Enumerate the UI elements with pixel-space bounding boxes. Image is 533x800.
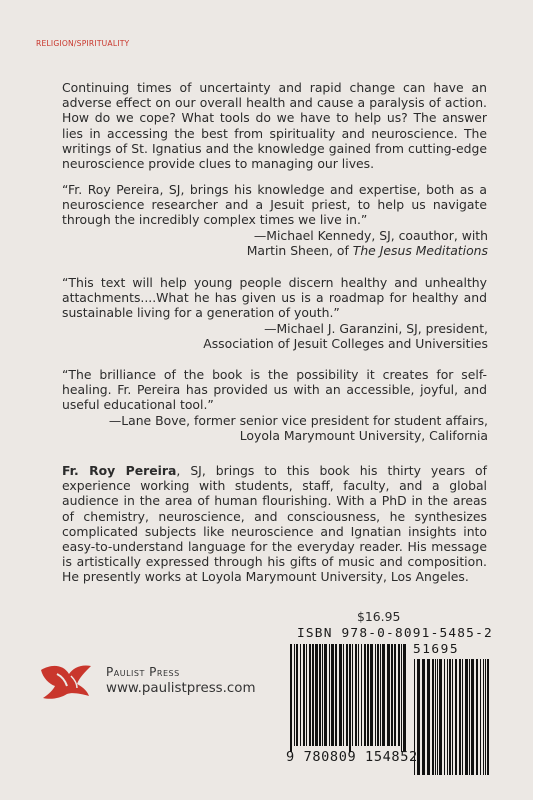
barcode-bar	[380, 644, 381, 746]
addon-bar	[432, 659, 434, 775]
barcode-bar	[401, 644, 402, 752]
barcode-bar	[315, 644, 318, 746]
barcode-bar	[391, 644, 393, 746]
barcode-bar	[335, 644, 337, 746]
barcode-bar	[306, 644, 307, 746]
barcode-bar	[355, 644, 357, 746]
category-label: RELIGION/SPIRITUALITY	[36, 39, 130, 48]
endorsement-quote-2: “This text will help young people discern healthy and unhealthy attachments....What he has given us is a roadmap for healthy and sustainable living for a generation of youth.”	[62, 275, 487, 321]
barcode-bar	[343, 644, 344, 746]
barcode-bar	[290, 644, 292, 752]
barcode-bar	[319, 644, 321, 746]
barcode-bar	[322, 644, 323, 746]
book-title-reference: The Jesus Meditations	[352, 243, 488, 259]
addon-bar	[447, 659, 448, 775]
barcode-bar	[358, 644, 359, 746]
addon-bar	[455, 659, 457, 775]
endorsement-quote-3: “The brilliance of the book is the possibility it creates for self-healing. Fr. Pereira has provided us with an accessible, joyful, and useful educational tool.”	[62, 367, 487, 413]
barcode-bar	[329, 644, 330, 746]
addon-bar	[462, 659, 463, 775]
price-label: $16.95	[357, 609, 401, 624]
barcode-bar	[349, 644, 351, 752]
barcode-bar	[367, 644, 369, 746]
ean-digits: 9 780809 154852	[286, 749, 418, 765]
addon-bar	[485, 659, 486, 775]
addon-bar	[483, 659, 484, 775]
barcode-bar	[324, 644, 327, 746]
price-addon-digits: 51695	[413, 642, 460, 657]
addon-bar	[487, 659, 489, 775]
addon-bar	[452, 659, 453, 775]
barcode-bar	[375, 644, 376, 746]
barcode-bar	[352, 644, 353, 746]
attribution-3-line-1: —Lane Bove, former senior vice president for student affairs,	[108, 413, 488, 428]
description-paragraph: Continuing times of uncertainty and rapid change can have an adverse effect on our overall health and cause a paralysis of action. How do we cope? What tools do we have to help us? The answer lies in accessing the best from spirituality and neuroscience. The writings of St. Ignatius and the knowledge gained from cutting-edge neuroscience provide clues to managing our lives.	[62, 80, 487, 172]
barcode-bar	[364, 644, 366, 746]
barcode-bar	[394, 644, 396, 746]
endorsement-quote-1: “Fr. Roy Pereira, SJ, brings his knowledge and expertise, both as a neuroscience researcher and a Jesuit priest, to help us navigate through the incredibly complex times we live in.”	[62, 182, 487, 228]
barcode-bar	[331, 644, 334, 746]
barcode-bar	[377, 644, 379, 746]
barcode-bar	[339, 644, 342, 746]
publisher-name: Paulist Press	[106, 665, 180, 679]
addon-bar	[459, 659, 461, 775]
attribution-1-prefix: Martin Sheen, of	[246, 243, 353, 259]
barcode-bar	[296, 644, 298, 746]
barcode-bar	[403, 644, 406, 752]
addon-bar	[476, 659, 478, 775]
addon-bar	[422, 659, 425, 775]
addon-bar	[469, 659, 470, 775]
barcode-bar	[309, 644, 311, 746]
barcode-bar	[370, 644, 373, 746]
paulist-dove-logo-icon	[37, 660, 97, 704]
barcode-bar	[387, 644, 390, 746]
isbn-label: ISBN 978-0-8091-5485-2	[297, 626, 493, 641]
addon-bar	[465, 659, 468, 775]
barcode-bar	[300, 644, 301, 746]
addon-bar	[435, 659, 436, 775]
author-name: Fr. Roy Pereira	[62, 463, 177, 478]
publisher-url: www.paulistpress.com	[106, 681, 256, 696]
addon-bar	[471, 659, 474, 775]
attribution-2-line-2: Association of Jesuit Colleges and Universities	[203, 336, 488, 352]
barcode-bar	[312, 644, 314, 746]
attribution-3-line-2: Loyola Marymount University, California	[239, 428, 488, 444]
addon-bar	[427, 659, 430, 775]
author-bio-text: , SJ, brings to this book his thirty years of experience working with students, staff, faculty, and a global audience in the area of human flourishing. With a PhD in the areas of chemistry, neuroscience, and consciousness, he synthesizes complicated subjects like neuroscience and Ignatian insights into easy-to-understand language for the everyday reader. His message is artistically expressed through his gifts of music and composition. He presently works at Loyola Marymount University, Los Angeles.	[62, 463, 487, 585]
addon-bar	[437, 659, 438, 775]
barcode-bar	[346, 644, 348, 746]
addon-bar	[439, 659, 442, 775]
barcode-bar	[303, 644, 305, 746]
addon-bar	[449, 659, 451, 775]
addon-bar	[444, 659, 445, 775]
barcode-bar	[361, 644, 362, 746]
addon-bar	[480, 659, 481, 775]
barcode-bar	[294, 644, 295, 746]
barcode-bar	[398, 644, 400, 746]
barcode-bar	[382, 644, 385, 746]
attribution-2-line-1: —Michael J. Garanzini, SJ, president,	[264, 321, 488, 336]
attribution-1-line-1: —Michael Kennedy, SJ, coauthor, with	[253, 228, 488, 243]
